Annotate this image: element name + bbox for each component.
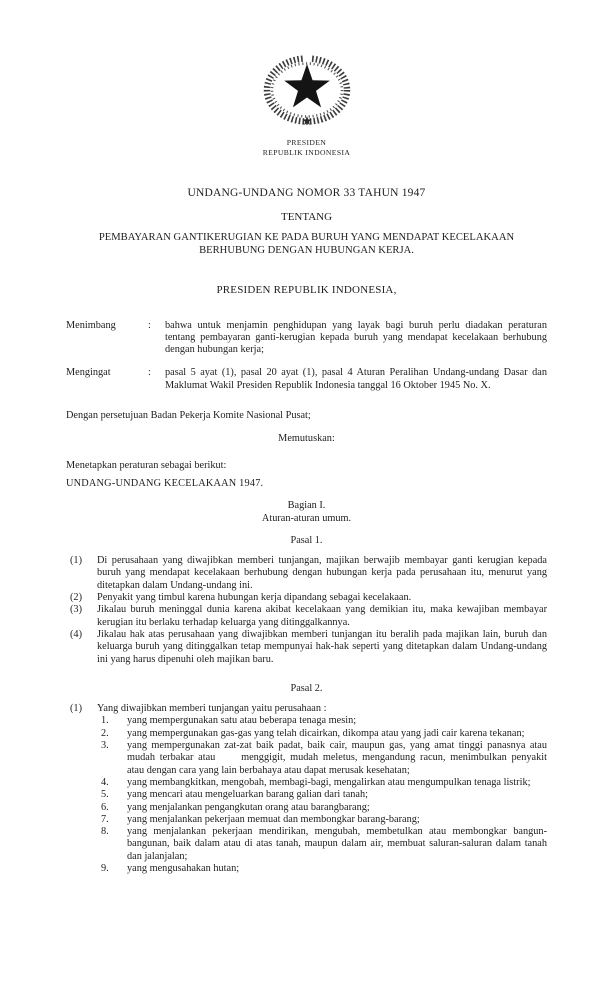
list-subitem (66, 826, 547, 863)
subitem-number: 4. (101, 776, 109, 788)
seal-institution-sub: REPUBLIK INDONESIA (262, 147, 351, 157)
list-item (66, 604, 547, 629)
menimbang-text: bahwa untuk menjamin penghidupan yang layak bagi buruh perlu diadakan peraturan tentang pembayaran ganti-kerugian kepada buruh yang mendapat kecelakaan berhubung dengan hubungan kerja; (165, 319, 547, 356)
law-name-line: UNDANG-UNDANG KECELAKAAN 1947. (66, 477, 264, 489)
item-number: (2) (70, 592, 83, 604)
mengingat-label: Mengingat (66, 367, 111, 379)
agreement-line: Dengan persetujuan Badan Pekerja Komite Nasional Pusat; (66, 410, 311, 422)
pasal1-items (66, 555, 547, 666)
list-item (66, 592, 547, 604)
star-icon (284, 64, 330, 107)
decision-line: Memutuskan: (278, 433, 335, 445)
preamble (66, 320, 547, 392)
title-tentang: TENTANG (280, 211, 333, 224)
section-title: Bagian I. (287, 500, 326, 512)
subitem-number: 2. (101, 727, 109, 739)
list-item (66, 703, 547, 715)
document-header (66, 55, 547, 157)
subitem-text: yang membangkitkan, mengobah, membagi-bagi, mengalirkan atau mengumpulkan tenaga listrik; (127, 776, 531, 788)
item-text: Penyakit yang timbul karena hubungan kerja dipandang sebagai kecelakaan. (97, 592, 412, 604)
subitem-number: 1. (101, 715, 109, 727)
menimbang-colon: : (148, 319, 151, 331)
item-text: Jikalau hak atas perusahaan yang diwajibkan memberi tunjangan itu beralih pada majikan lain, buruh dan keluarga buruh yang ditinggalkan tetap mempunyai hak-hak seperti yang ditetapkan dalam Undang-undang ini yang harus dipenuhi oleh majikan baru. (97, 628, 547, 665)
subitem-number: 9. (101, 862, 109, 874)
preamble-row-mengingat (66, 367, 547, 392)
list-subitem (66, 777, 547, 789)
pasal1-heading: Pasal 1. (290, 534, 323, 546)
preamble-row-menimbang (66, 320, 547, 357)
mengingat-colon: : (148, 367, 151, 379)
pasal2-heading: Pasal 2. (290, 682, 323, 694)
subitem-text: yang menjalankan pekerjaan memuat dan membongkar barang-barang; (127, 813, 420, 825)
list-item (66, 555, 547, 592)
item-text: Yang diwajibkan memberi tunjangan yaitu perusahaan : (97, 703, 327, 715)
subitem-number: 8. (101, 826, 109, 838)
subitem-text: yang mempergunakan zat-zat baik padat, baik cair, maupun gas, yang amat tinggi panasnya atau mudah terbakar atau menggigit, mudah meletus, mengandung racun, menimbulkan penyakit atau dengan cara yang lain berbahaya atau dapat merusak kesehatan; (127, 740, 547, 776)
seal-institution: PRESIDEN (286, 138, 327, 148)
title-subject (66, 232, 547, 257)
subitem-text: yang menjalankan pengangkutan orang atau barangbarang; (127, 801, 370, 813)
item-number: (3) (70, 604, 83, 616)
list-subitem (66, 715, 547, 727)
list-subitem (66, 740, 547, 777)
list-subitem (66, 814, 547, 826)
title-subject-text: PEMBAYARAN GANTIKERUGIAN KE PADA BURUH YANG MENDAPAT KECELAKAAN BERHUBUNG DENGAN HUBUNGAN KERJA. (98, 232, 515, 256)
list-subitem (66, 789, 547, 801)
item-text: Jikalau buruh meninggal dunia karena akibat kecelakaan yang demikian itu, maka kewajiban membayar kerugian itu berlaku terhadap keluarga yang ditinggalkannya. (97, 604, 547, 628)
list-subitem (66, 728, 547, 740)
item-number: (1) (70, 703, 83, 715)
pasal2-items (66, 703, 547, 875)
subitem-number: 3. (101, 740, 109, 752)
list-subitem (66, 863, 547, 875)
item-number: (4) (70, 628, 83, 640)
menimbang-label: Menimbang (66, 319, 116, 331)
list-subitem (66, 802, 547, 814)
subitem-number: 7. (101, 813, 109, 825)
item-number: (1) (70, 555, 83, 567)
subitem-number: 6. (101, 801, 109, 813)
subitem-text: yang mempergunakan satu atau beberapa tenaga mesin; (127, 715, 357, 727)
section-subtitle: Aturan-aturan umum. (261, 512, 352, 524)
subitem-text: yang mencari atau mengeluarkan barang galian dari tanah; (127, 789, 369, 801)
subitem-text: yang mempergunakan gas-gas yang telah dicairkan, dikompa atau yang jadi cair karena tekanan; (127, 727, 525, 739)
item-text: Di perusahaan yang diwajibkan memberi tunjangan, majikan berwajib membayar ganti kerugian kepada buruh yang mendapat kecelakaan berhubung dengan hubungan kerja pada perusahaan itu, menurut yang ditetapkan dalam Undang-undang ini. (97, 555, 547, 591)
subitem-text: yang mengusahakan hutan; (127, 862, 240, 874)
mengingat-text: pasal 5 ayat (1), pasal 20 ayat (1), pasal 4 Aturan Peralihan Undang-undang Dasar dan Maklumat Wakil Presiden Republik Indonesia tanggal 16 Oktober 1945 No. X. (165, 367, 547, 391)
list-item (66, 629, 547, 666)
document-title: UNDANG-UNDANG NOMOR 33 TAHUN 1947 (187, 187, 426, 200)
enactment-line: Menetapkan peraturan sebagai berikut: (66, 459, 227, 471)
subitem-text: yang menjalankan pekerjaan mendirikan, mengubah, membetulkan atau membongkar bangun-bangunan, baik dalam atau di atas tanah, maupun dalam air, membuat saluran-saluran dalam tanah dan jalanjalan; (127, 826, 547, 862)
subitem-number: 5. (101, 789, 109, 801)
presidential-seal-icon (261, 55, 353, 131)
salutation: PRESIDEN REPUBLIK INDONESIA, (216, 284, 397, 297)
